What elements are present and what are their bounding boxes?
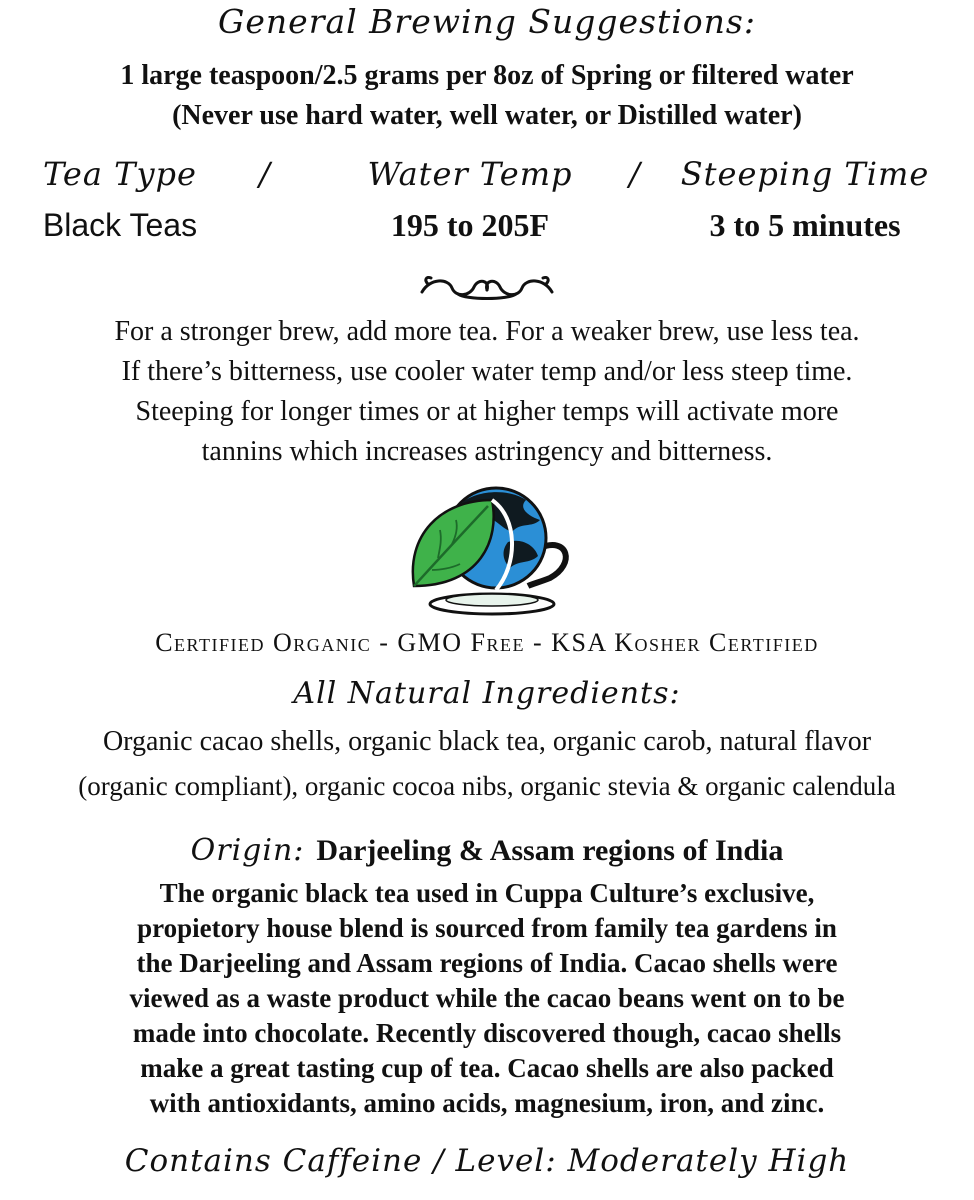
description-line: made into chocolate. Recently discovered though, cacao shells (132, 1018, 842, 1048)
leaf-globe-teacup-logo-icon (400, 478, 580, 618)
ingredients-line: Organic cacao shells, organic black tea, organic carob, natural flavor (102, 726, 872, 757)
tip-line: tannins which increases astringency and bitterness. (201, 436, 773, 467)
ingredients-heading: All Natural Ingredients: (293, 676, 681, 711)
header-separator: / (629, 155, 641, 193)
description-line: with antioxidants, amino acids, magnesium, iron, and zinc. (149, 1088, 825, 1118)
certification-line: Certified Organic - GMO Free - KSA Kosher Certified (155, 628, 819, 657)
origin-line (0, 833, 974, 868)
tip-line: For a stronger brew, add more tea. For a weaker brew, use less tea. (114, 316, 860, 347)
value-water-temp: 195 to 205F (390, 207, 550, 243)
header-water-temp: Water Temp (367, 155, 573, 193)
water-warning-line: (Never use hard water, well water, or Distilled water) (172, 100, 802, 131)
header-tea-type: Tea Type (43, 155, 197, 193)
description-line: propietory house blend is sourced from family tea gardens in (137, 913, 837, 943)
description-line: the Darjeeling and Assam regions of India. Cacao shells were (136, 948, 838, 978)
flourish-divider-icon (418, 270, 556, 304)
description-line: viewed as a waste product while the cacao beans went on to be (129, 983, 845, 1013)
value-steeping-time: 3 to 5 minutes (709, 207, 901, 243)
header-steeping-time: Steeping Time (680, 155, 930, 193)
tip-line: Steeping for longer times or at higher temps will activate more (135, 396, 839, 427)
origin-label: Origin: (190, 833, 305, 868)
caffeine-level: Contains Caffeine / Level: Moderately High (124, 1143, 850, 1179)
ingredients-line: (organic compliant), organic cocoa nibs, organic stevia & organic calendula (78, 771, 896, 801)
origin-value: Darjeeling & Assam regions of India (316, 834, 784, 867)
value-tea-type: Black Teas (42, 207, 198, 243)
description-line: The organic black tea used in Cuppa Culture’s exclusive, (159, 878, 815, 908)
header-separator: / (259, 155, 271, 193)
brewing-title: General Brewing Suggestions: (218, 2, 756, 41)
tip-line: If there’s bitterness, use cooler water temp and/or less steep time. (121, 356, 853, 387)
water-instructions-line: 1 large teaspoon/2.5 grams per 8oz of Spring or filtered water (120, 60, 854, 91)
description-line: make a great tasting cup of tea. Cacao shells are also packed (140, 1053, 834, 1083)
